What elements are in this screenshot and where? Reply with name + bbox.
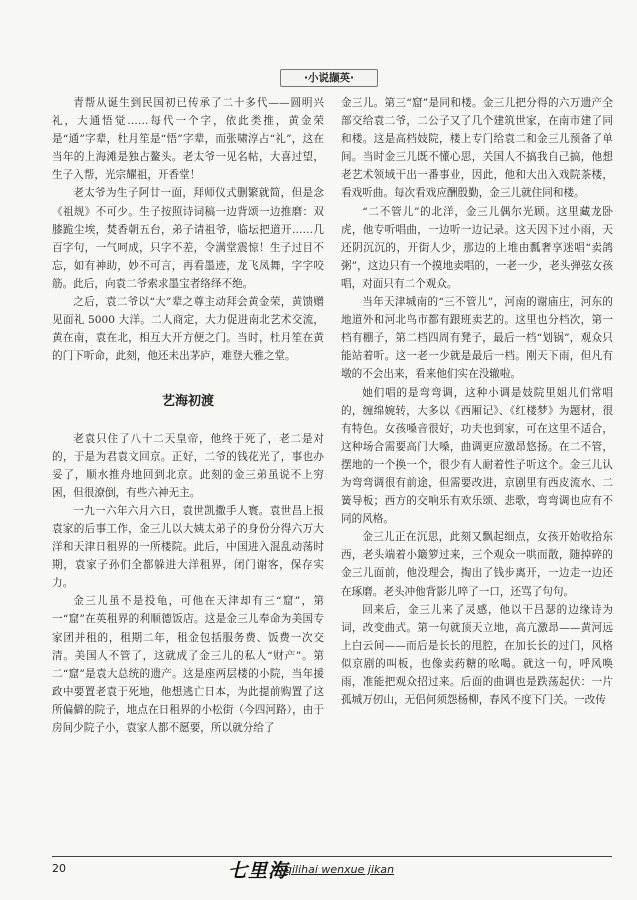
footer-rule	[52, 856, 612, 857]
paragraph: 她们唱的是弯弯调，这种小调是妓院里姐儿们常唱的，缠绵婉转，大多以《西厢记》、《红楼梦》为题材，很有特色。女孩嗓音很好，功夫也到家，可在这里不适合，这种场合需要高门大嗓，曲调更应激昂悠扬。在二不管，摆地的一个换一个，很少有人耐着性子听这个。金三儿认为弯弯调很有前途，但需要改进，京剧里有西皮流水、二簧导板；西方的交响乐有欢乐颂、悲歌，弯弯调也应有不同的风格。	[341, 386, 613, 526]
paragraph: 金三儿正在沉思，此刻又飘起细点，女孩开始收拾东西，老头端着小簸箩过来，三个观众一哄而散，随掉碎的金三儿面前，他没理会，掏出了钱步离开，一边走一边还在琢磨。老头冲他背影儿啐了一口，还骂了句句。	[341, 531, 613, 598]
paragraph: “二不管儿”的北洋，金三儿偶尔光顾。这里藏龙卧虎，他专听唱曲，一边听一边记录。这天因下过小雨，天还阴沉沉的，开街人少，那边的上堆由瓢奢享迷唱“卖鸽粥”，这边只有一个摸地卖唱的，一老一少，老头弹弦女孩唱，对面只有二个观众。	[341, 205, 613, 290]
magazine-logo: 七里海	[228, 860, 289, 882]
page-number: 20	[52, 862, 66, 875]
paragraph: 老袁只住了八十二天皇帝，他终于死了，老二是对的，于是为君袁文回京。正好，二爷的钱花光了，事也办妥了，顺水推舟地回到北京。此刻的金三弟虽说不上穷困，但很潦倒，有些六神无主。	[52, 432, 324, 499]
magazine-pinyin: qilihai wenxue jikan	[285, 863, 395, 876]
paragraph: 一九一六年六月六日，袁世凯撒手人寰。袁世昌上报袁家的后事工作，金三儿以大姨太弟子的身份分得六万大洋和天津日租界的一所楼院。此后，中国进入混乱动荡时期，袁家子孙们全都躲进大洋租界，闭门谢客，保存实力。	[52, 504, 324, 590]
paragraph: 当年天津城南的“三不管儿”，河南的谢庙庄，河东的地道外和河北鸟市都有跟班卖艺的。这里也分档次，第一档有棚子，第二档四周有凳子，最后一档“划锅”，观众只能站着听。这一老一少就是最后一档。刚天下雨，但凡有墩的不会出来，看来他们实在没辙啦。	[341, 296, 613, 381]
paragraph: 金三儿虽不是投龟，可他在天津却有三“窟”，第一“窟”在英租界的利顺德饭店。这是金三儿奉命为美国专家团并租的，租期二年，租金包括服务费、饭费一次交清。美国人不管了，这就成了金三儿的私人“财产”。第二“窟”是袁大总统的遗产。这是座两层楼的小院，当年援政中要置老袁于死地，他想逃亡日本，为此提前购置了这所偏僻的院子，地点在日租界的小松街（今四河路），由于房间少院子小，袁家人都不愿要，所以就分给了	[52, 595, 324, 734]
paragraph: 回来后，金三儿来了灵感，他以干吕瑟的边缘诗为词，改变曲式。第一句就顶天立地，高亢激昂——黄河远上白云间——而后是长长的甩腔，在加长长的过门，风格似京剧的叫板，也像卖药糖的吆喝。就这一句，呼风唤雨，准能把观众招过来。后面的曲调也是跌荡起伏：一片孤城万仞山，无侣何须怨杨柳，春风不度下门关。一改传	[341, 603, 613, 707]
paragraph: 金三儿。第三“窟”是同和楼。金三儿把分得的六万遗产全部交给袁二爷，二公子又了几个建筑世家，在南市建了同和楼。这是高档妓院，楼上专门给袁二和金三儿预备了单间。当时金三儿既不懂心思，关国人不搞我自己搞，他想老艺术领域干出一番事业，因此，他和大出入戏院茶楼，看戏听曲。每次看戏应酬殷勤，金三儿就住同和楼。	[341, 97, 613, 200]
paragraph: 老太爷为生子阿廿一面，拜师仪式删繁就简，但是念《祖规》不可少。生子按照诗词稿一边背颂一边推磨：双膝跪尘埃，焚香朝五台，弟子请祖爷，临坛把道开……几百字句，一气呵成，只字不差，令满堂震惊！生子过目不忘，如有神助，妙不可言，再看墨迹，龙飞凤舞，字字咬筋。此后，向袁二爷索求墨宝者络绎不绝。	[52, 187, 324, 290]
section-label: ·小说撷英·	[280, 69, 378, 87]
paragraph: 青帮从诞生到民国初已传承了二十多代——圆明兴礼，大通悟觉……每代一个字，依此类推，黄金荣是“通”字辈，杜月笙是“悟”字辈，而张啸淳占“礼”，这在当年的上海滩是独占鳌头。老太爷一见名帖，大喜过望，生子入帮，光宗耀祖，开香堂！	[52, 97, 324, 182]
right-column	[341, 94, 613, 854]
left-column	[52, 94, 324, 854]
paragraph: 之后，袁二爷以“大”辈之尊主动拜会黄金荣，黄馈赠见面礼 5000 大洋。二人商定，大力促进南北艺术交流，黄在南，袁在北，相互大开方便之门。当时，杜月笙在黄的门下听命，此刻，他还未出茅庐，难登大雅之堂。	[52, 296, 324, 363]
article-title: 艺海初渡	[161, 394, 214, 410]
